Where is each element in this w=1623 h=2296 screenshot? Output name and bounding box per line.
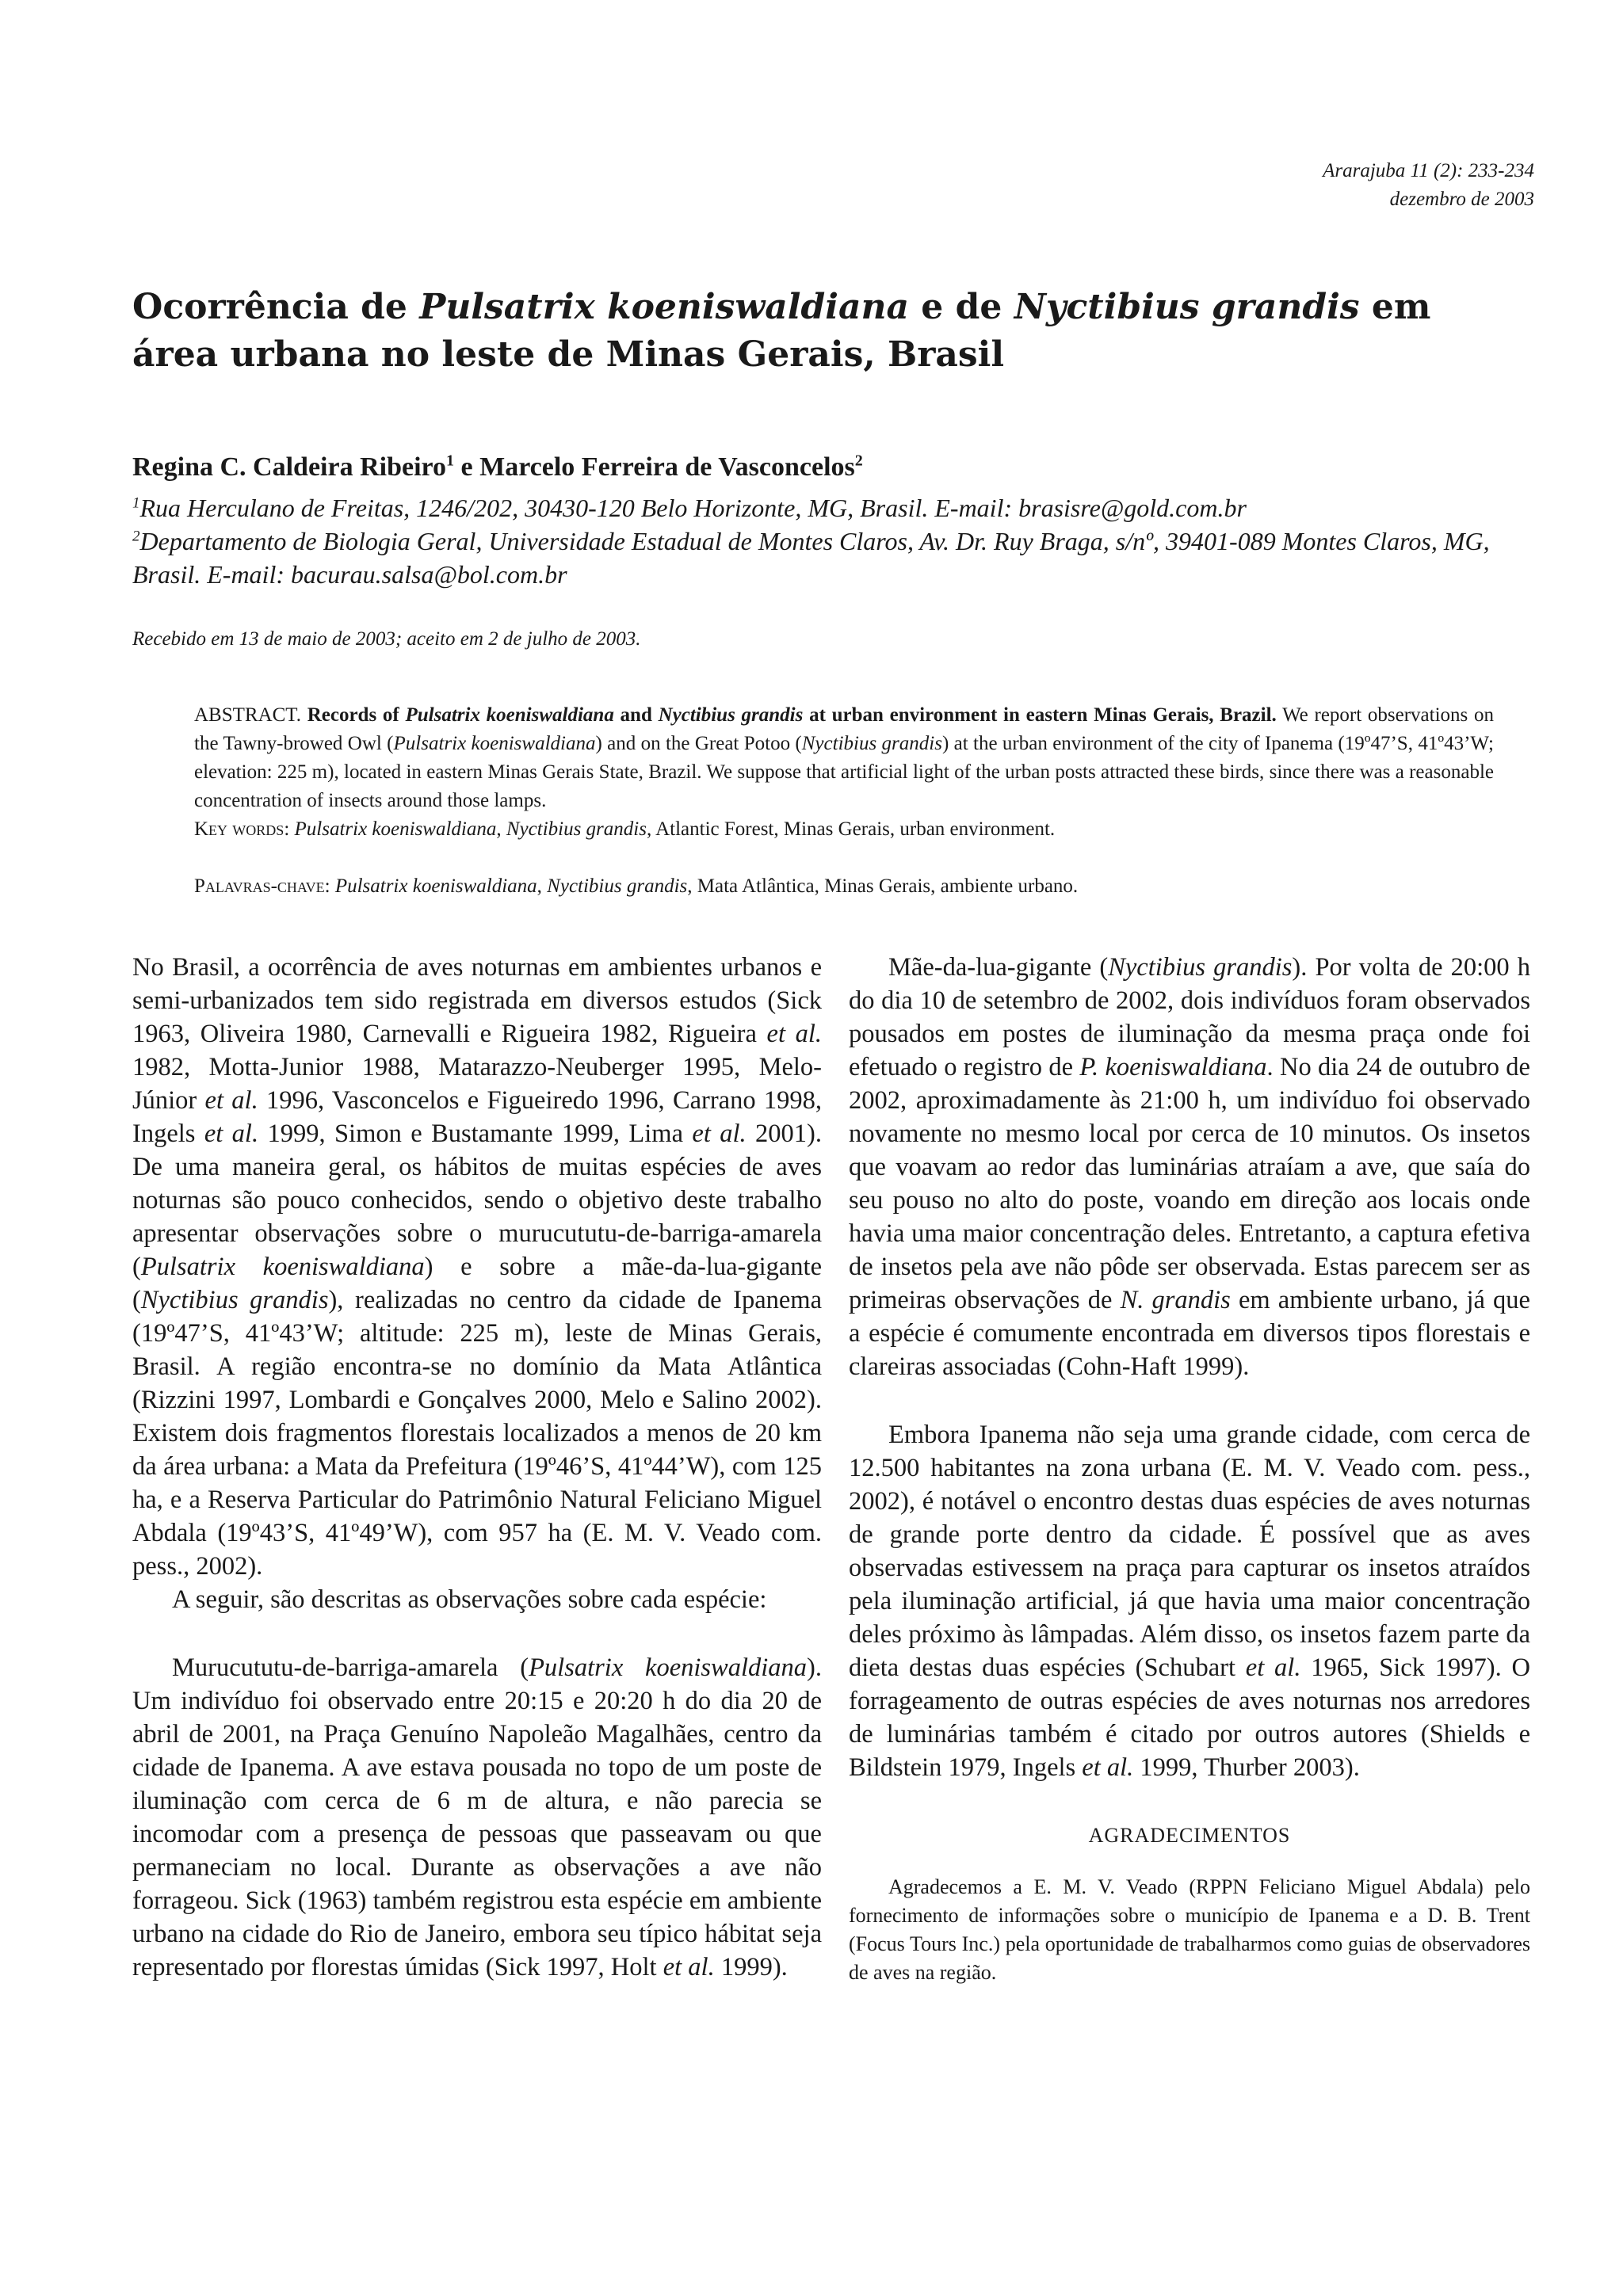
acknowledgements-text: Agradecemos a E. M. V. Veado (RPPN Feliciano Miguel Abdala) pelo fornecimento de informações sobre o município de Ipanema e a D. B. Trent (Focus Tours Inc.) pela oportunidade de trabalharmos como guias de observadores de aves na região.	[849, 1875, 1530, 1984]
paragraph-pulsatrix: Murucututu-de-barriga-amarela (Pulsatrix koeniswaldiana). Um indivíduo foi observado entre 20:15 e 20:20 h do dia 20 de abril de 2001, na Praça Genuíno Napoleão Magalhães, centro da cidade de Ipanema. A ave estava pousada no topo de um poste de iluminação com cerca de 6 m de altura, e não parecia se incomodar com a presença de pessoas que passeavam ou que permaneciam no local. Durante as observações a ave não forrageou. Sick (1963) também registrou esta espécie em ambiente urbano na cidade do Rio de Janeiro, embora seu típico hábitat seja representado por florestas úmidas (Sick 1997, Holt et al. 1999).	[132, 1653, 822, 1981]
received-dates: Recebido em 13 de maio de 2003; aceito em 2 de julho de 2003.	[132, 628, 641, 650]
affiliation-1: $^1$Rua Herculano de Freitas, 1246/202, 30430-120 Belo Horizonte, MG, Brasil. E-mail: brasisre@gold.com.br	[132, 494, 1247, 522]
title-species-2: Nyctibius grandis	[1014, 287, 1360, 327]
abstract-block	[194, 701, 1494, 901]
running-head	[1323, 157, 1534, 214]
abstract-title: Records of Pulsatrix koeniswaldiana and Nyctibius grandis at urban environment in eastern Minas Gerais, Brazil.	[307, 704, 1277, 726]
body-column-right	[849, 951, 1530, 1987]
affiliation-2: $^2$Departamento de Biologia Geral, Universidade Estadual de Montes Claros, Av. Dr. Ruy Braga, s/nº, 39401-089 Montes Claros, MG, Brasil. E-mail: bacurau.salsa@bol.com.br	[132, 527, 1490, 589]
paragraph-description: A seguir, são descritas as observações sobre cada espécie:	[172, 1585, 767, 1614]
palavras-chave: Palavras-chave: Pulsatrix koeniswaldiana, Nyctibius grandis, Mata Atlântica, Minas Gerais, ambiente urbano.	[194, 875, 1079, 897]
abstract-text: ABSTRACT. Records of Pulsatrix koeniswaldiana and Nyctibius grandis at urban environment in eastern Minas Gerais, Brazil. We report observations on the Tawny-browed Owl (Pulsatrix koeniswaldiana) and on the Great Potoo (Nyctibius grandis) at the urban environment of the city of Ipanema (19º47’S, 41º43’W; elevation: 225 m), located in eastern Minas Gerais State, Brazil. We suppose that artificial light of the urban posts attracted these birds, since there was a reasonable concentration of insects around those lamps.	[194, 704, 1495, 811]
key-words: Key words: Pulsatrix koeniswaldiana, Nyctibius grandis, Atlantic Forest, Minas Gerais, urban environment.	[194, 818, 1056, 840]
paragraph-introduction: No Brasil, a ocorrência de aves noturnas em ambientes urbanos e semi-urbanizados tem sido registrada em diversos estudos (Sick 1963, Oliveira 1980, Carnevalli e Rigueira 1982, Rigueira et al. 1982, Motta-Junior 1988, Matarazzo-Neuberger 1995, Melo-Júnior et al. 1996, Vasconcelos e Figueiredo 1996, Carrano 1998, Ingels et al. 1999, Simon e Bustamante 1999, Lima et al. 2001). De uma maneira geral, os hábitos de muitas espécies de aves noturnas são pouco conhecidos, sendo o objetivo deste trabalho apresentar observações sobre o murucututu-de-barriga-amarela (Pulsatrix koeniswaldiana) e sobre a mãe-da-lua-gigante (Nyctibius grandis), realizadas no centro da cidade de Ipanema (19º47’S, 41º43’W; altitude: 225 m), leste de Minas Gerais, Brasil. A região encontra-se no domínio da Mata Atlântica (Rizzini 1997, Lombardi e Gonçalves 2000, Melo e Salino 2002). Existem dois fragmentos florestais localizados a menos de 20 km da área urbana: a Mata da Prefeitura (19º46’S, 41º44’W), com 125 ha, e a Reserva Particular do Patrimônio Natural Feliciano Miguel Abdala (19º43’S, 41º49’W), com 957 ha (E. M. V. Veado com. pess., 2002).	[132, 953, 823, 1581]
author-2: Marcelo Ferreira de Vasconcelos	[479, 452, 855, 482]
issue-date: dezembro de 2003	[1389, 189, 1534, 210]
author-1: Regina C. Caldeira Ribeiro	[132, 452, 447, 482]
acknowledgements-heading: AGRADECIMENTOS	[1088, 1824, 1291, 1847]
paragraph-discussion: Embora Ipanema não seja uma grande cidade, com cerca de 12.500 habitantes na zona urbana (E. M. V. Veado com. pess., 2002), é notável o encontro destas duas espécies de aves noturnas de grande porte dentro da cidade. É possível que as aves observadas estivessem na praça para capturar os insetos atraídos pela iluminação artificial, já que havia uma maior concentração deles próximo às lâmpadas. Além disso, os insetos fazem parte da dieta destas duas espécies (Schubart et al. 1965, Sick 1997). O forrageamento de outras espécies de aves noturnas nos arredores de luminárias também é citado por outros autores (Shields e Bildstein 1979, Ingels et al. 1999, Thurber 2003).	[849, 1421, 1530, 1782]
journal-citation: Ararajuba 11 (2): 233-234	[1323, 160, 1534, 181]
title-species-1: Pulsatrix koeniswaldiana	[419, 287, 909, 327]
paragraph-nyctibius: Mãe-da-lua-gigante (Nyctibius grandis). Por volta de 20:00 h do dia 10 de setembro de 2002, dois indivíduos foram observados pousados em postes de iluminação da mesma praça onde foi efetuado o registro de P. koeniswaldiana. No dia 24 de outubro de 2002, aproximadamente às 21:00 h, um indivíduo foi observado novamente no mesmo local por cerca de 10 minutos. Os insetos que voavam ao redor das luminárias atraíam a ave, que saía do seu pouso no alto do poste, voando em direção aos locais onde havia uma maior concentração deles. Entretanto, a captura efetiva de insetos pela ave não pôde ser observada. Estas parecem ser as primeiras observações de N. grandis em ambiente urbano, já que a espécie é comumente encontrada em diversos tipos florestais e clareiras associadas (Cohn-Haft 1999).	[849, 953, 1530, 1381]
article-title: Ocorrência de Pulsatrix koeniswaldiana e de Nyctibius grandis em área urbana no leste de Minas Gerais, Brasil	[132, 287, 1431, 375]
author-line: Regina C. Caldeira Ribeiro$^1$ e Marcelo Ferreira de Vasconcelos$^2$	[132, 452, 863, 482]
body-column-left	[132, 951, 822, 1984]
